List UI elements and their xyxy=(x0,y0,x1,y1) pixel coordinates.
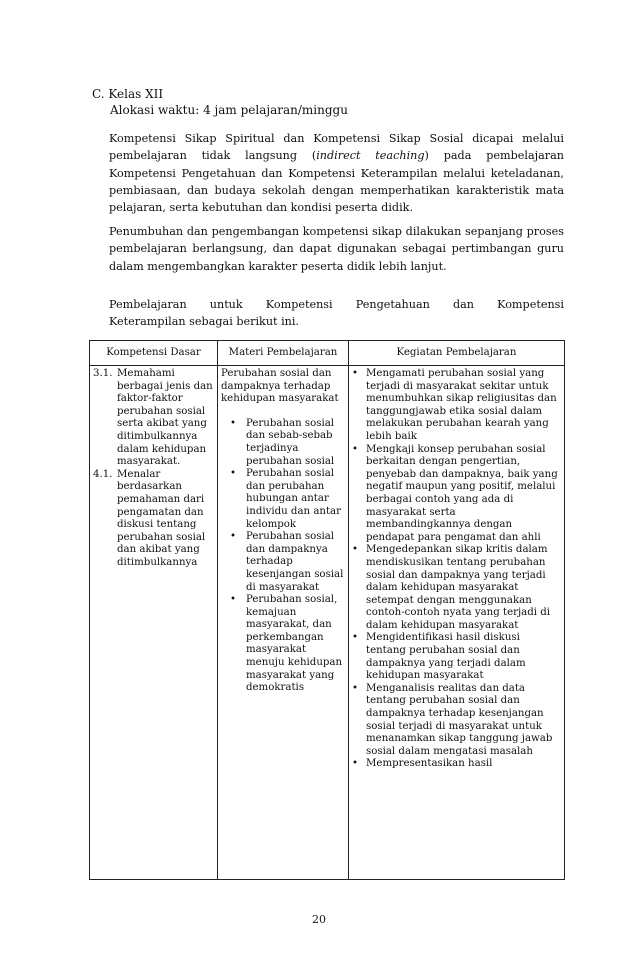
cell-kegiatan xyxy=(349,366,565,880)
word: untuk xyxy=(209,298,243,311)
paragraph-sikap-italic: indirect teaching xyxy=(316,149,425,163)
kd-text: Menalar berdasarkan pemahaman dari pengamatan dan diskusi tentang perubahan sosial dan akibat yang ditimbulkannya xyxy=(117,468,206,568)
word: dan xyxy=(452,298,475,311)
word: Pengetahuan xyxy=(355,298,430,311)
list-item: • Perubahan sosial dan dampaknya terhadap kesenjangan sosial di masyarakat xyxy=(229,531,345,594)
list-item: • Perubahan sosial dan perubahan hubungan antar individu dan antar kelompok xyxy=(229,468,345,531)
list-item: • Perubahan sosial, kemajuan masyarakat, dan perkembangan masyarakat menuju kehidupan masyarakat yang demokratis xyxy=(229,594,345,695)
paragraph-pembelajaran-line1 xyxy=(109,296,564,313)
table-row xyxy=(90,366,565,880)
word: Pembelajaran xyxy=(109,298,187,311)
list-item: • Mempresentasikan hasil xyxy=(352,758,561,771)
paragraph-sikap-text-1: Kompetensi Sikap Spiritual dan Kompetensi Sikap Sosial dicapai melalui pembelajaran tidak langsung ( xyxy=(109,132,564,163)
kd-item xyxy=(93,368,214,469)
learning-table xyxy=(89,340,565,880)
kd-number: 4.1. xyxy=(93,468,113,480)
list-item: • Mengamati perubahan sosial yang terjadi di masyarakat sekitar untuk menumbuhkan sikap religiusitas dan tanggungjawab etika sosial dalam melakukan perubahan kearah yang lebih baik xyxy=(352,368,561,444)
word: Kompetensi xyxy=(497,298,564,311)
materi-intro: Perubahan sosial dan dampaknya terhadap kehidupan masyarakat xyxy=(221,368,339,405)
kegiatan-list xyxy=(352,368,561,771)
materi-list xyxy=(221,418,345,695)
table-header-row xyxy=(90,341,565,366)
cell-kompetensi-dasar xyxy=(90,366,218,880)
list-item: • Mengedepankan sikap kritis dalam mendiskusikan tentang perubahan sosial dan dampaknya yang terjadi dalam kehidupan masyarakat setempat dengan menggunakan contoh-contoh nyata yang terjadi di dalam kehidupan masyarakat xyxy=(352,544,561,632)
list-item: • Menganalisis realitas dan data tentang perubahan sosial dan dampaknya terhadap kesenjangan sosial terjadi di masyarakat untuk menanamkan sikap tanggung jawab sosial dalam mengatasi masalah xyxy=(352,683,561,759)
section-heading xyxy=(92,86,348,118)
paragraph-sikap-text-2: ) pada pembelajaran Kompetensi Pengetahuan dan Kompetensi Keterampilan melalui keteladanan, pembiasaan, dan budaya sekolah dengan memperhatikan karakteristik mata pelajaran, serta kebutuhan dan kondisi peserta didik. xyxy=(109,149,564,215)
word: Kompetensi xyxy=(265,298,333,311)
section-title: C. Kelas XII xyxy=(92,87,164,101)
list-item: • Perubahan sosial dan sebab-sebab terjadinya perubahan sosial xyxy=(229,418,345,468)
paragraph-pembelajaran xyxy=(109,296,564,331)
header-kompetensi-dasar: Kompetensi Dasar xyxy=(90,341,218,366)
cell-materi xyxy=(218,366,349,880)
kd-number: 3.1. xyxy=(93,368,113,379)
header-kegiatan: Kegiatan Pembelajaran xyxy=(349,341,565,366)
list-item: • Mengidentifikasi hasil diskusi tentang perubahan sosial dan dampaknya yang terjadi dalam kehidupan masyarakat xyxy=(352,632,561,682)
paragraph-sikap xyxy=(109,130,564,216)
paragraph-pembelajaran-line2: Keterampilan sebagai berikut ini. xyxy=(109,315,299,329)
kd-text: Memahami berbagai jenis dan faktor-faktor perubahan sosial serta akibat yang ditimbulkannya dalam kehidupan masyarakat. xyxy=(117,368,213,468)
time-allocation: Alokasi waktu: 4 jam pelajaran/minggu xyxy=(110,103,348,117)
page-number: 20 xyxy=(312,913,326,926)
kd-item xyxy=(93,469,214,570)
paragraph-penumbuhan: Penumbuhan dan pengembangan kompetensi sikap dilakukan sepanjang proses pembelajaran berlangsung, dan dapat digunakan sebagai pertimbangan guru dalam mengembangkan karakter peserta didik lebih lanjut. xyxy=(109,225,564,273)
header-materi: Materi Pembelajaran xyxy=(218,341,349,366)
list-item: • Mengkaji konsep perubahan sosial berkaitan dengan pengertian, penyebab dan dampaknya, baik yang negatif maupun yang positif, melalui berbagai contoh yang ada di masyarakat serta membandingkannya dengan pendapat para pengamat dan ahli xyxy=(352,444,561,545)
